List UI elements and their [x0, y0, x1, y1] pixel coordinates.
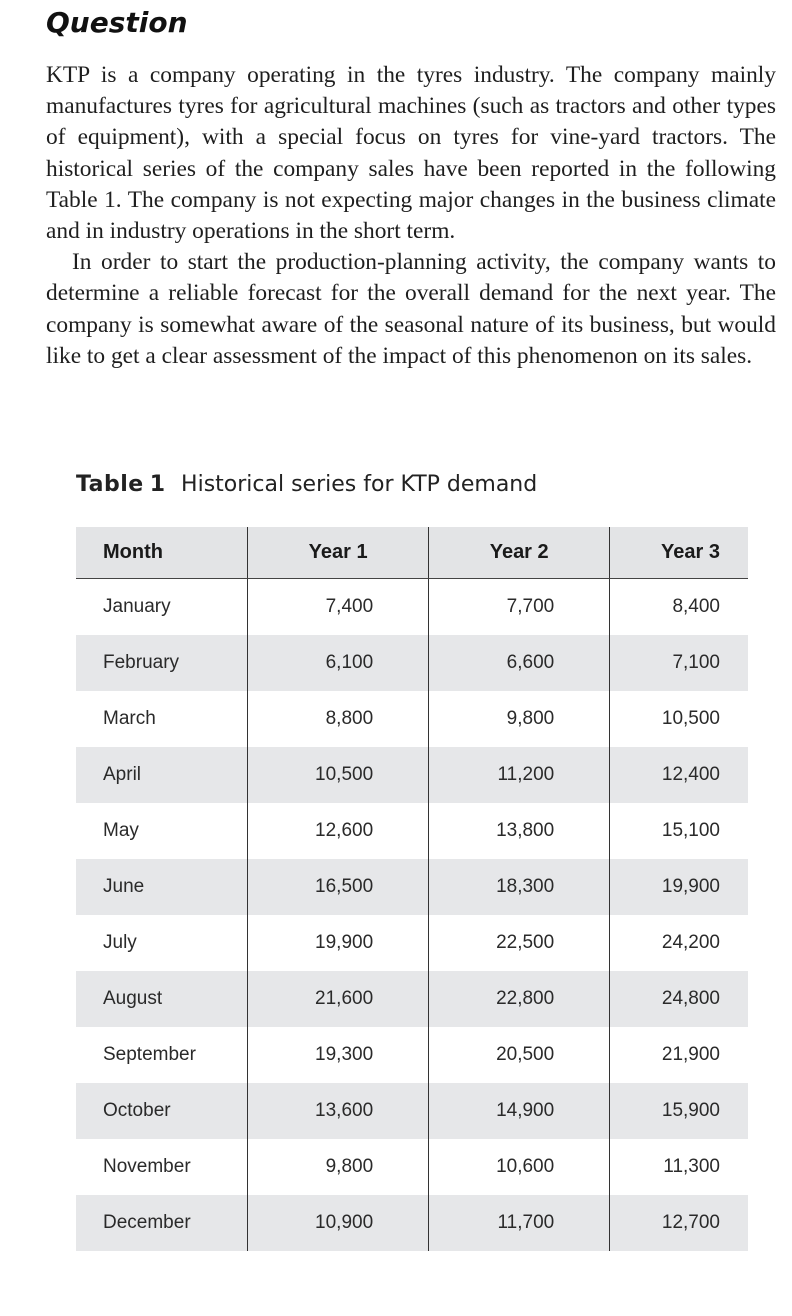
paragraph-intro: KTP is a company operating in the tyres industry. The company mainly manufactures tyres for agricultural machines (such as tractors and other types of equipment), with a special focus on tyres for vine-yard tractors. The historical series of the company sales have been reported in the following Table 1. The company is not expecting major changes in the business climate and in industry operations in the short term.	[46, 62, 776, 245]
table-row	[76, 915, 748, 971]
cell-year-1: 10,900	[248, 1195, 429, 1251]
cell-month: January	[76, 579, 248, 636]
header-year-1: Year 1	[248, 527, 429, 579]
table-row	[76, 747, 748, 803]
header-year-3: Year 3	[610, 527, 748, 579]
table-row	[76, 691, 748, 747]
cell-year-2: 11,700	[429, 1195, 610, 1251]
cell-year-1: 7,400	[248, 579, 429, 636]
cell-year-1: 8,800	[248, 691, 429, 747]
cell-year-2: 22,500	[429, 915, 610, 971]
question-heading: Question	[46, 6, 188, 39]
cell-year-1: 12,600	[248, 803, 429, 859]
table-header-row	[76, 527, 748, 579]
cell-year-3: 15,100	[610, 803, 748, 859]
cell-year-3: 15,900	[610, 1083, 748, 1139]
cell-year-1: 16,500	[248, 859, 429, 915]
table-row	[76, 1139, 748, 1195]
cell-month: August	[76, 971, 248, 1027]
cell-month: June	[76, 859, 248, 915]
cell-month: December	[76, 1195, 248, 1251]
cell-year-1: 21,600	[248, 971, 429, 1027]
table-row	[76, 579, 748, 636]
cell-year-2: 7,700	[429, 579, 610, 636]
cell-year-3: 12,700	[610, 1195, 748, 1251]
table-caption-title: Historical series for KTP demand	[181, 472, 538, 497]
cell-year-3: 21,900	[610, 1027, 748, 1083]
table-row	[76, 1083, 748, 1139]
cell-year-3: 7,100	[610, 635, 748, 691]
table-caption	[76, 472, 537, 497]
table-row	[76, 971, 748, 1027]
cell-year-1: 13,600	[248, 1083, 429, 1139]
table-caption-label: Table	[76, 472, 144, 497]
cell-year-2: 10,600	[429, 1139, 610, 1195]
cell-year-1: 19,900	[248, 915, 429, 971]
cell-year-2: 14,900	[429, 1083, 610, 1139]
cell-year-3: 8,400	[610, 579, 748, 636]
cell-year-3: 10,500	[610, 691, 748, 747]
cell-year-1: 9,800	[248, 1139, 429, 1195]
cell-month: November	[76, 1139, 248, 1195]
cell-year-1: 19,300	[248, 1027, 429, 1083]
table-row	[76, 1195, 748, 1251]
cell-month: October	[76, 1083, 248, 1139]
cell-month: April	[76, 747, 248, 803]
cell-year-1: 10,500	[248, 747, 429, 803]
table-row	[76, 1027, 748, 1083]
cell-year-2: 13,800	[429, 803, 610, 859]
cell-year-2: 9,800	[429, 691, 610, 747]
cell-month: March	[76, 691, 248, 747]
cell-year-2: 22,800	[429, 971, 610, 1027]
cell-month: February	[76, 635, 248, 691]
cell-year-3: 12,400	[610, 747, 748, 803]
cell-year-1: 6,100	[248, 635, 429, 691]
cell-year-2: 18,300	[429, 859, 610, 915]
demand-table	[76, 527, 748, 1251]
header-year-2: Year 2	[429, 527, 610, 579]
table-row	[76, 635, 748, 691]
header-month: Month	[76, 527, 248, 579]
cell-year-2: 6,600	[429, 635, 610, 691]
cell-year-3: 24,800	[610, 971, 748, 1027]
table-row	[76, 803, 748, 859]
paragraph-task: In order to start the production-planning activity, the company wants to determine a reliable forecast for the overall demand for the next year. The company is somewhat aware of the seasonal nature of its business, but would like to get a clear assessment of the impact of this phenomenon on its sales.	[46, 249, 776, 369]
table-body	[76, 579, 748, 1252]
table-row	[76, 859, 748, 915]
table-caption-number: 1	[149, 472, 166, 497]
question-body	[46, 60, 776, 372]
cell-month: September	[76, 1027, 248, 1083]
cell-year-3: 24,200	[610, 915, 748, 971]
cell-month: May	[76, 803, 248, 859]
cell-year-3: 11,300	[610, 1139, 748, 1195]
cell-month: July	[76, 915, 248, 971]
cell-year-2: 20,500	[429, 1027, 610, 1083]
cell-year-3: 19,900	[610, 859, 748, 915]
cell-year-2: 11,200	[429, 747, 610, 803]
